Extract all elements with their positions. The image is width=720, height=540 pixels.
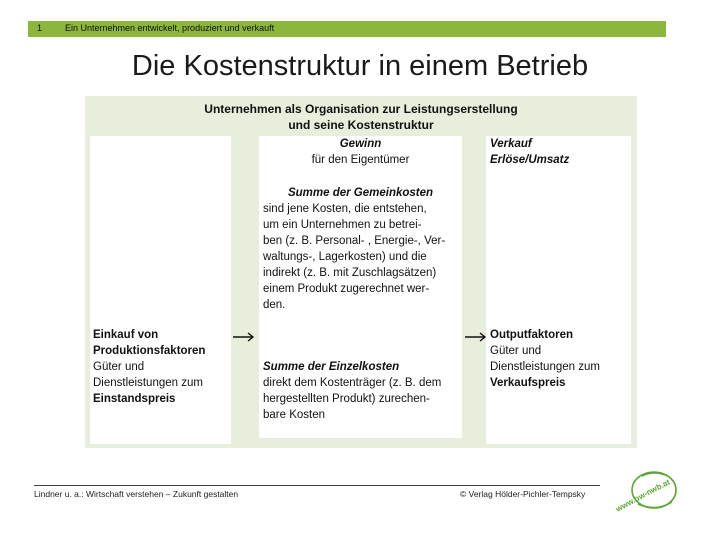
sales-box [486,136,631,444]
overhead-line: ben (z. B. Personal- , Energie-, Ver- [263,235,446,247]
overhead-line: waltungs-, Lagerkosten) und die [263,251,427,263]
sales-price-label: Verkaufspreis [490,377,566,389]
sales-heading: Verkauf [490,138,532,150]
chapter-title: Ein Unternehmen entwickelt, produziert und verkauft [65,23,275,33]
cost-structure-figure [85,96,637,448]
overhead-heading: Summe der Gemeinkosten [287,187,434,199]
output-text-line1: Güter und [490,345,542,357]
direct-cost-line: bare Kosten [263,409,326,421]
figure-heading-line1: Unternehmen als Organisation zur Leistungserstellung [204,102,518,116]
overhead-line: sind jene Kosten, die entstehen, [263,203,427,215]
figure-heading-line2: und seine Kostenstruktur [288,118,434,132]
chapter-number: 1 [37,23,43,33]
header-bar [28,21,666,37]
publisher-logo [612,468,684,520]
direct-cost-heading: Summe der Einzelkosten [263,361,400,373]
footer-copyright: © Verlag Hölder-Pichler-Tempsky [460,489,586,499]
purchase-box [90,136,231,444]
figure-heading [85,101,637,133]
purchase-heading-line2: Produktionsfaktoren [93,345,206,357]
overhead-line: indirekt (z. B. mit Zuschlagsätzen) [263,267,437,279]
slide-title: Die Kostenstruktur in einem Betrieb [131,50,589,82]
arrow-right-icon [464,331,490,343]
footer-divider [34,485,600,486]
overhead-line: einem Produkt zugerechnet wer- [263,283,430,295]
footer-source: Lindner u. a.: Wirtschaft verstehen – Zukunft gestalten [34,489,239,499]
cost-box [259,136,462,438]
logo-text: www.bw-nwb.at [614,477,672,514]
profit-heading: Gewinn [339,138,382,150]
purchase-price-label: Einstandspreis [93,393,176,405]
output-text-line2: Dienstleistungen zum [490,361,600,373]
purchase-text-line1: Güter und [93,361,145,373]
profit-text: für den Eigentümer [311,154,410,166]
output-heading: Outputfaktoren [490,329,574,341]
overhead-line: um ein Unternehmen zu betrei- [263,219,422,231]
svg-text:www.bw-nwb.at [614,477,672,514]
direct-cost-line: direkt dem Kostenträger (z. B. dem [263,377,442,389]
revenue-label: Erlöse/Umsatz [490,154,570,166]
purchase-heading-line1: Einkauf von [93,329,159,341]
arrow-right-icon [232,331,258,343]
overhead-line: den. [263,299,286,311]
purchase-text-line2: Dienstleistungen zum [93,377,203,389]
direct-cost-line: hergestellten Produkt) zurechen- [263,393,430,405]
